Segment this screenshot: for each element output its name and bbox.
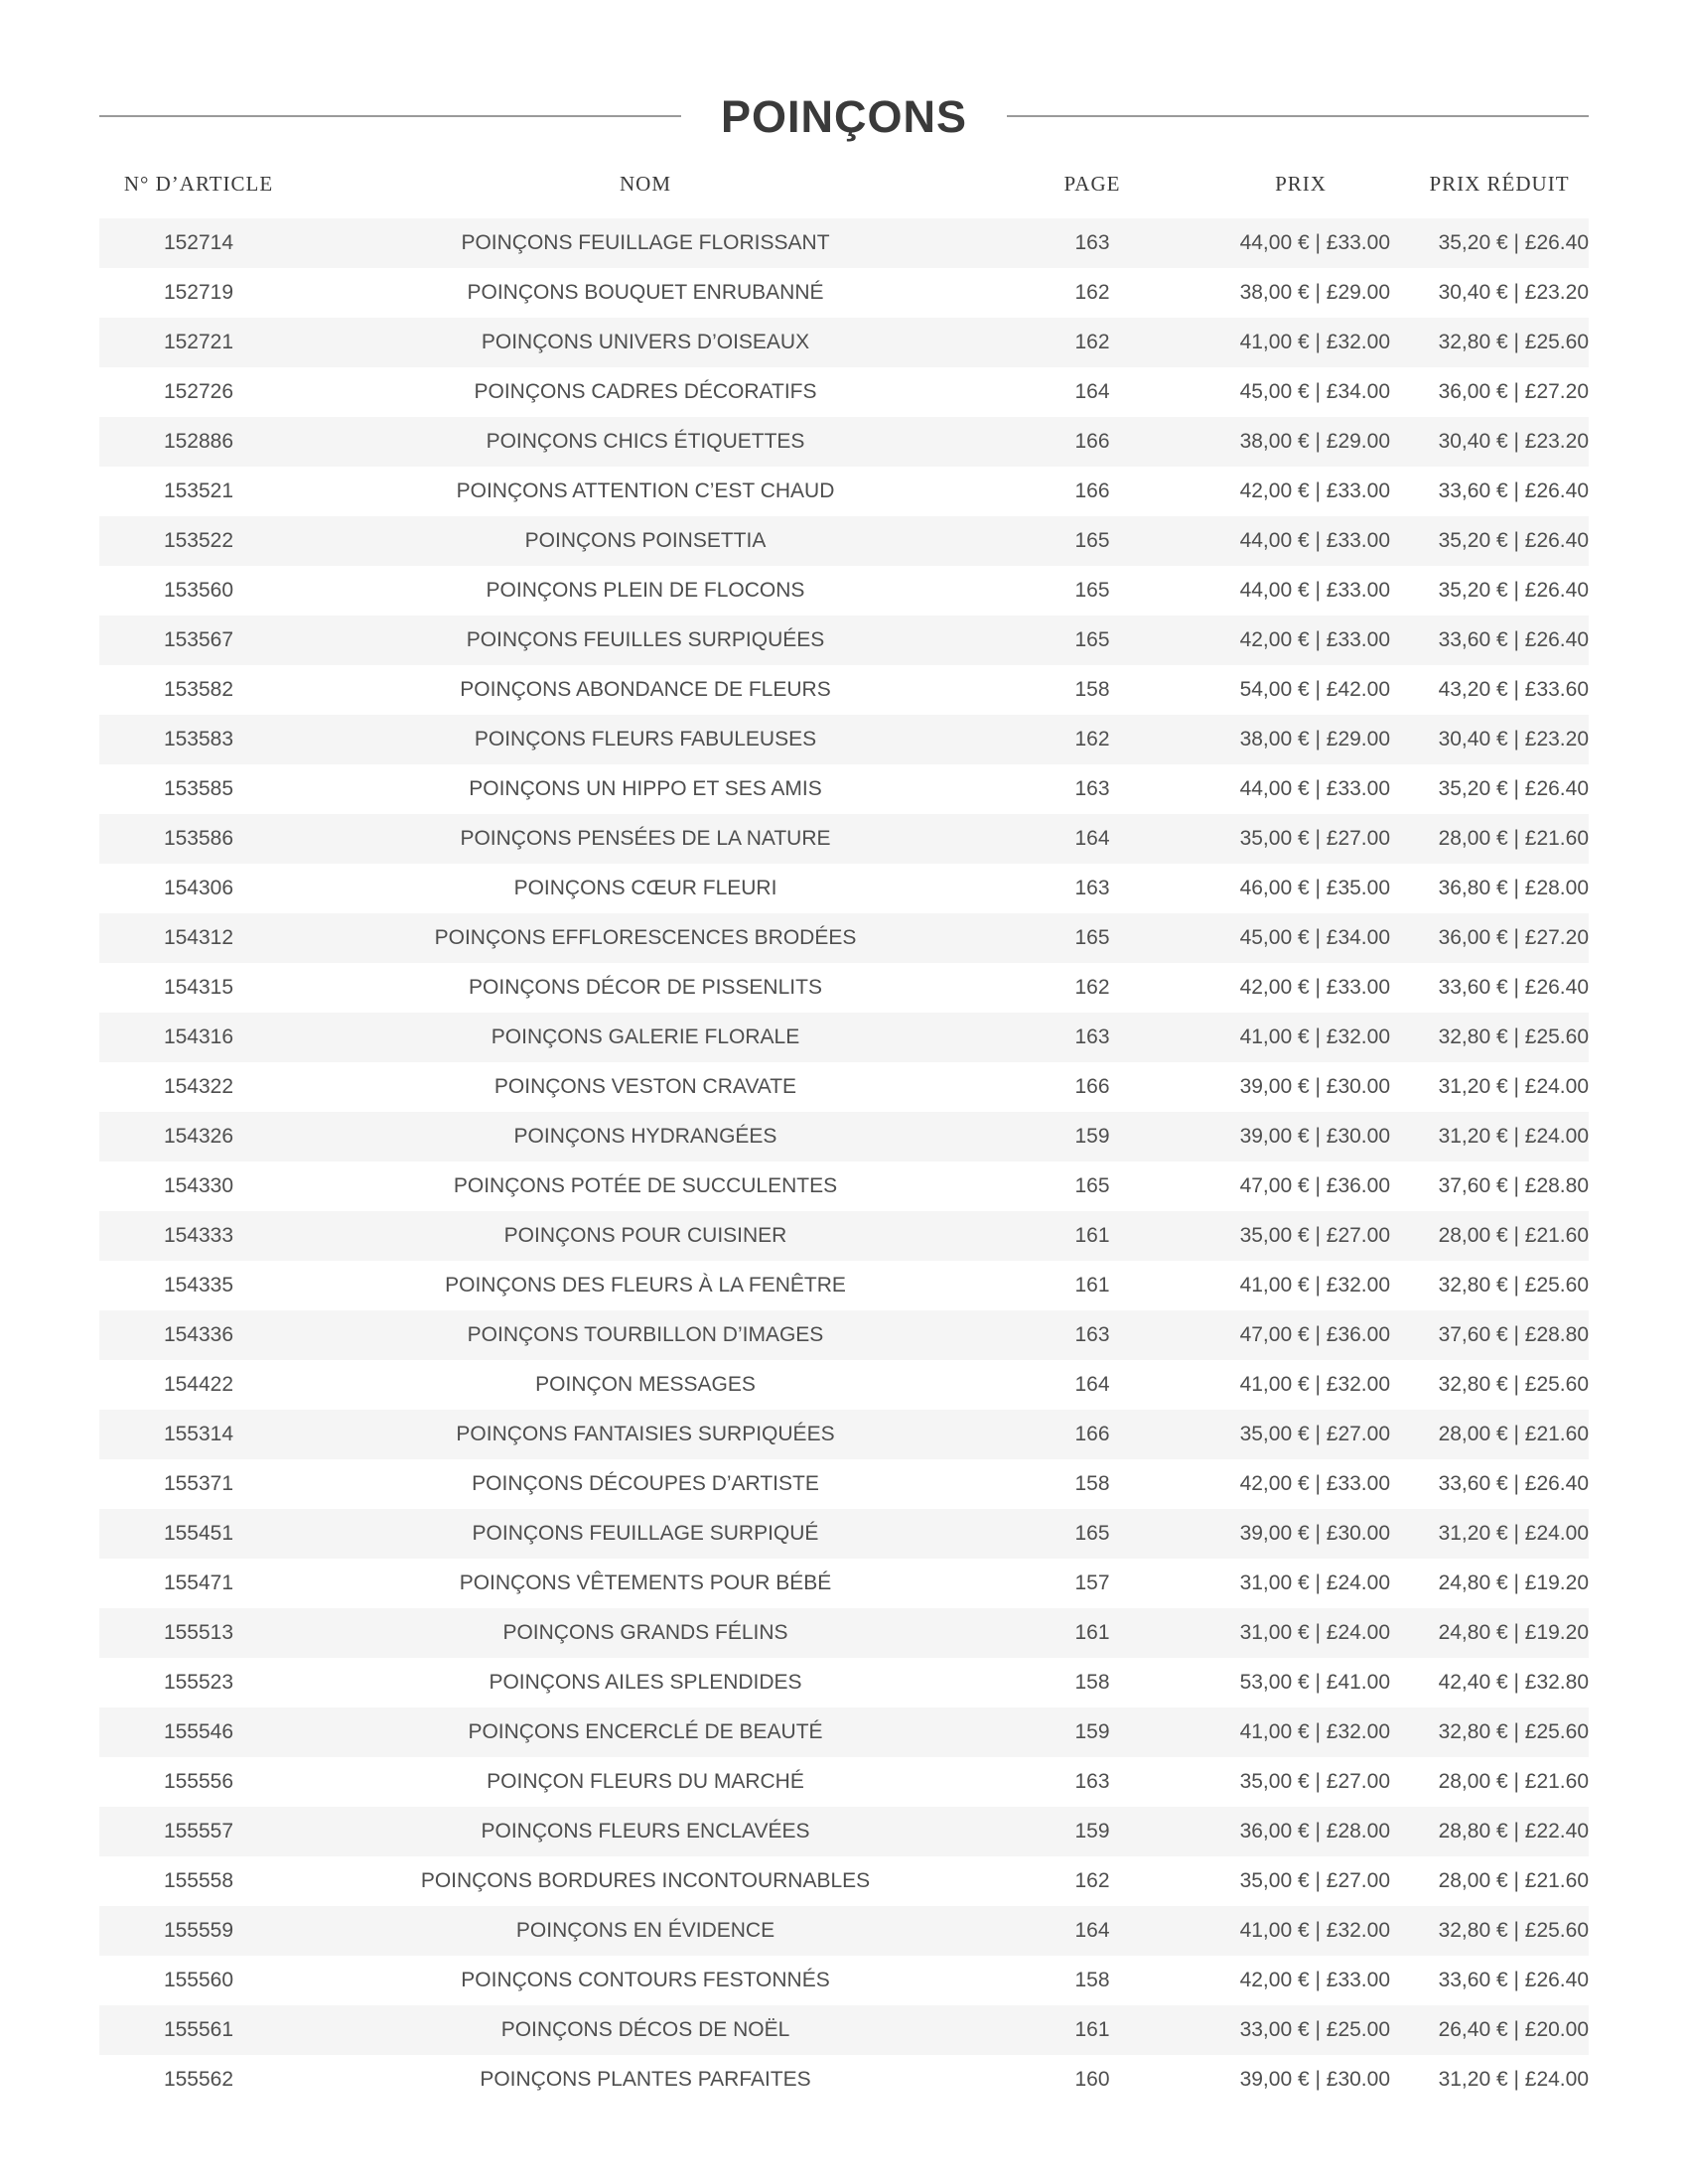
nom-cell: POINÇONS GALERIE FLORALE [491,1025,800,1048]
prix-cell: 38,00 € | £29.00 [1239,728,1390,751]
prix-reduit-cell: 30,40 € | £23.20 [1438,430,1589,453]
page-cell: 165 [1074,529,1110,552]
nom-cell: POINÇONS EN ÉVIDENCE [515,1919,775,1942]
prix-cell: 44,00 € | £33.00 [1239,579,1390,602]
page-cell: 163 [1074,1025,1110,1048]
page-cell: 162 [1074,976,1110,999]
nom-cell: POINÇONS BORDURES INCONTOURNABLES [420,1869,871,1892]
page-cell: 165 [1074,628,1110,651]
prix-reduit-cell: 43,20 € | £33.60 [1438,678,1589,701]
prix-cell: 42,00 € | £33.00 [1239,479,1390,502]
prix-cell: 33,00 € | £25.00 [1239,2018,1390,2041]
prix-cell: 35,00 € | £27.00 [1239,1224,1390,1247]
page-cell: 164 [1074,1373,1110,1396]
table-row [99,1211,1589,1261]
prix-reduit-cell: 28,00 € | £21.60 [1438,827,1589,850]
page-cell: 163 [1074,1323,1110,1346]
prix-cell: 42,00 € | £33.00 [1239,976,1390,999]
article-cell: 155558 [163,1869,234,1892]
prix-reduit-cell: 35,20 € | £26.40 [1438,777,1589,800]
page-cell: 165 [1074,1522,1110,1545]
prix-cell: 45,00 € | £34.00 [1239,380,1390,403]
prix-cell: 36,00 € | £28.00 [1239,1820,1390,1843]
page-cell: 161 [1074,1274,1110,1297]
table-row [99,1956,1589,2005]
nom-cell: POINÇONS GRANDS FÉLINS [502,1621,788,1644]
prix-cell: 44,00 € | £33.00 [1239,529,1390,552]
prix-cell: 53,00 € | £41.00 [1239,1671,1390,1694]
nom-cell: POINÇONS POINSETTIA [524,529,767,552]
prix-cell: 41,00 € | £32.00 [1239,1274,1390,1297]
prix-cell: 38,00 € | £29.00 [1239,430,1390,453]
nom-cell: POINÇONS DÉCOR DE PISSENLITS [469,976,822,999]
prix-cell: 41,00 € | £32.00 [1239,1720,1390,1743]
prix-reduit-cell: 37,60 € | £28.80 [1438,1174,1589,1197]
table-row [99,1807,1589,1856]
prix-reduit-cell: 33,60 € | £26.40 [1438,1472,1589,1495]
nom-cell: POINÇONS PLANTES PARFAITES [480,2068,811,2091]
page-cell: 163 [1074,231,1110,254]
article-cell: 154322 [163,1075,234,1098]
prix-reduit-cell: 24,80 € | £19.20 [1438,1571,1589,1594]
table-row [99,516,1589,566]
article-cell: 153582 [163,678,234,701]
page-cell: 166 [1074,1075,1110,1098]
prix-reduit-cell: 24,80 € | £19.20 [1438,1621,1589,1644]
prix-cell: 45,00 € | £34.00 [1239,926,1390,949]
article-cell: 153585 [163,777,234,800]
table-row [99,1360,1589,1410]
nom-cell: POINÇONS DÉCOUPES D’ARTISTE [472,1472,819,1495]
page-cell: 161 [1074,2018,1110,2041]
nom-cell: POINÇONS CONTOURS FESTONNÉS [461,1969,830,1991]
article-cell: 153583 [163,728,234,751]
article-cell: 155523 [163,1671,234,1694]
nom-cell: POINÇONS VESTON CRAVATE [493,1075,797,1098]
prix-reduit-cell: 36,00 € | £27.20 [1438,380,1589,403]
prix-cell: 44,00 € | £33.00 [1239,231,1390,254]
prix-cell: 46,00 € | £35.00 [1239,877,1390,899]
header-page: PAGE [1063,171,1121,196]
table-row [99,1410,1589,1459]
table-row [99,764,1589,814]
page-cell: 158 [1074,678,1110,701]
prix-reduit-cell: 26,40 € | £20.00 [1438,2018,1589,2041]
table-row [99,615,1589,665]
page-cell: 158 [1074,1472,1110,1495]
table-row [99,2005,1589,2055]
article-cell: 154312 [163,926,234,949]
article-cell: 155314 [163,1423,234,1445]
page-cell: 159 [1074,1720,1110,1743]
prix-cell: 44,00 € | £33.00 [1239,777,1390,800]
page-cell: 164 [1074,827,1110,850]
page-cell: 165 [1074,1174,1110,1197]
page-cell: 157 [1074,1571,1110,1594]
article-cell: 153567 [163,628,234,651]
table-row [99,268,1589,318]
nom-cell: POINÇON MESSAGES [535,1373,756,1396]
prix-cell: 42,00 € | £33.00 [1239,1472,1390,1495]
article-cell: 155557 [163,1820,234,1843]
page-cell: 159 [1074,1125,1110,1148]
article-cell: 154335 [163,1274,234,1297]
prix-reduit-cell: 31,20 € | £24.00 [1438,1125,1589,1148]
nom-cell: POINÇON FLEURS DU MARCHÉ [487,1770,804,1793]
prix-reduit-cell: 33,60 € | £26.40 [1438,628,1589,651]
page-cell: 162 [1074,1869,1110,1892]
table-row [99,1658,1589,1707]
article-cell: 153521 [163,479,234,502]
prix-cell: 31,00 € | £24.00 [1239,1571,1390,1594]
prix-reduit-cell: 31,20 € | £24.00 [1438,1522,1589,1545]
prix-cell: 42,00 € | £33.00 [1239,1969,1390,1991]
table-row [99,665,1589,715]
prix-reduit-cell: 31,20 € | £24.00 [1438,2068,1589,2091]
table-row [99,1906,1589,1956]
page-cell: 161 [1074,1224,1110,1247]
prix-reduit-cell: 28,00 € | £21.60 [1438,1770,1589,1793]
nom-cell: POINÇONS UN HIPPO ET SES AMIS [469,777,822,800]
prix-reduit-cell: 35,20 € | £26.40 [1438,529,1589,552]
title-rule-right [1007,115,1589,117]
nom-cell: POINÇONS VÊTEMENTS POUR BÉBÉ [459,1571,832,1594]
article-cell: 155560 [163,1969,234,1991]
nom-cell: POINÇONS POUR CUISINER [503,1224,787,1247]
nom-cell: POINÇONS FANTAISIES SURPIQUÉES [456,1423,835,1445]
page-cell: 161 [1074,1621,1110,1644]
article-cell: 154315 [163,976,234,999]
page-cell: 163 [1074,777,1110,800]
article-cell: 152714 [163,231,234,254]
prix-cell: 39,00 € | £30.00 [1239,1125,1390,1148]
prix-reduit-cell: 30,40 € | £23.20 [1438,281,1589,304]
page-cell: 163 [1074,877,1110,899]
prix-cell: 47,00 € | £36.00 [1239,1174,1390,1197]
nom-cell: POINÇONS FLEURS ENCLAVÉES [481,1820,810,1843]
prix-reduit-cell: 32,80 € | £25.60 [1438,1025,1589,1048]
article-cell: 155559 [163,1919,234,1942]
article-cell: 155371 [163,1472,234,1495]
table-row [99,1757,1589,1807]
article-cell: 153560 [163,579,234,602]
article-cell: 155556 [163,1770,234,1793]
prix-reduit-cell: 32,80 € | £25.60 [1438,1373,1589,1396]
nom-cell: POINÇONS FLEURS FABULEUSES [474,728,817,751]
title-rule-left [99,115,681,117]
table-row [99,1310,1589,1360]
article-cell: 154316 [163,1025,234,1048]
table-row [99,566,1589,615]
table-header [99,159,1589,208]
nom-cell: POINÇONS FEUILLES SURPIQUÉES [466,628,825,651]
article-cell: 153586 [163,827,234,850]
prix-cell: 39,00 € | £30.00 [1239,2068,1390,2091]
title-bar [99,91,1589,147]
nom-cell: POINÇONS FEUILLAGE SURPIQUÉ [472,1522,819,1545]
article-cell: 155561 [163,2018,234,2041]
prix-reduit-cell: 33,60 € | £26.40 [1438,1969,1589,1991]
page-cell: 164 [1074,1919,1110,1942]
prix-reduit-cell: 30,40 € | £23.20 [1438,728,1589,751]
table-row [99,1509,1589,1559]
article-cell: 152886 [163,430,234,453]
page-cell: 165 [1074,579,1110,602]
prix-reduit-cell: 36,00 € | £27.20 [1438,926,1589,949]
nom-cell: POINÇONS FEUILLAGE FLORISSANT [461,231,830,254]
prix-reduit-cell: 35,20 € | £26.40 [1438,579,1589,602]
nom-cell: POINÇONS EFFLORESCENCES BRODÉES [434,926,857,949]
nom-cell: POINÇONS BOUQUET ENRUBANNÉ [467,281,824,304]
article-cell: 154326 [163,1125,234,1148]
page-cell: 158 [1074,1671,1110,1694]
header-article: N° D’ARTICLE [123,171,274,196]
prix-reduit-cell: 36,80 € | £28.00 [1438,877,1589,899]
article-cell: 155562 [163,2068,234,2091]
table-row [99,1856,1589,1906]
prix-cell: 31,00 € | £24.00 [1239,1621,1390,1644]
page-cell: 162 [1074,331,1110,353]
page-cell: 158 [1074,1969,1110,1991]
header-prix: PRIX [1275,171,1327,196]
table-row [99,1707,1589,1757]
prix-cell: 41,00 € | £32.00 [1239,1373,1390,1396]
nom-cell: POINÇONS DES FLEURS À LA FENÊTRE [445,1274,846,1297]
article-cell: 155451 [163,1522,234,1545]
table-row [99,963,1589,1013]
prix-reduit-cell: 28,00 € | £21.60 [1438,1869,1589,1892]
table-row [99,1062,1589,1112]
prix-reduit-cell: 28,00 € | £21.60 [1438,1224,1589,1247]
table-body [99,218,1589,2105]
page-cell: 163 [1074,1770,1110,1793]
prix-reduit-cell: 28,00 € | £21.60 [1438,1423,1589,1445]
table-row [99,218,1589,268]
prix-reduit-cell: 33,60 € | £26.40 [1438,976,1589,999]
prix-reduit-cell: 28,80 € | £22.40 [1438,1820,1589,1843]
nom-cell: POINÇONS CŒUR FLEURI [513,877,777,899]
prix-reduit-cell: 32,80 € | £25.60 [1438,1274,1589,1297]
page-cell: 165 [1074,926,1110,949]
nom-cell: POINÇONS CHICS ÉTIQUETTES [486,430,805,453]
prix-cell: 35,00 € | £27.00 [1239,1770,1390,1793]
table-row [99,1161,1589,1211]
nom-cell: POINÇONS UNIVERS D’OISEAUX [481,331,810,353]
nom-cell: POINÇONS AILES SPLENDIDES [489,1671,802,1694]
article-cell: 155471 [163,1571,234,1594]
header-nom: NOM [619,171,671,196]
nom-cell: POINÇONS HYDRANGÉES [513,1125,777,1148]
table-row [99,1459,1589,1509]
prix-cell: 35,00 € | £27.00 [1239,1869,1390,1892]
prix-cell: 47,00 € | £36.00 [1239,1323,1390,1346]
prix-cell: 35,00 € | £27.00 [1239,827,1390,850]
article-cell: 153522 [163,529,234,552]
article-cell: 154422 [163,1373,234,1396]
table-row [99,1013,1589,1062]
table-row [99,417,1589,467]
nom-cell: POINÇONS CADRES DÉCORATIFS [474,380,817,403]
table-row [99,1261,1589,1310]
prix-reduit-cell: 31,20 € | £24.00 [1438,1075,1589,1098]
page-cell: 164 [1074,380,1110,403]
nom-cell: POINÇONS TOURBILLON D’IMAGES [467,1323,824,1346]
table-row [99,367,1589,417]
table-row [99,1559,1589,1608]
article-cell: 154306 [163,877,234,899]
prix-reduit-cell: 37,60 € | £28.80 [1438,1323,1589,1346]
header-prix-reduit: PRIX RÉDUIT [1429,171,1570,196]
article-cell: 155546 [163,1720,234,1743]
prix-cell: 41,00 € | £32.00 [1239,1025,1390,1048]
nom-cell: POINÇONS ABONDANCE DE FLEURS [460,678,831,701]
table-row [99,2055,1589,2105]
prix-cell: 39,00 € | £30.00 [1239,1075,1390,1098]
prix-reduit-cell: 33,60 € | £26.40 [1438,479,1589,502]
prix-cell: 42,00 € | £33.00 [1239,628,1390,651]
prix-cell: 39,00 € | £30.00 [1239,1522,1390,1545]
nom-cell: POINÇONS POTÉE DE SUCCULENTES [453,1174,838,1197]
page-cell: 166 [1074,1423,1110,1445]
page-cell: 162 [1074,728,1110,751]
prix-reduit-cell: 42,40 € | £32.80 [1438,1671,1589,1694]
prix-cell: 41,00 € | £32.00 [1239,331,1390,353]
page-cell: 159 [1074,1820,1110,1843]
nom-cell: POINÇONS PLEIN DE FLOCONS [486,579,805,602]
article-cell: 152721 [163,331,234,353]
article-cell: 154333 [163,1224,234,1247]
article-cell: 152719 [163,281,234,304]
article-cell: 154330 [163,1174,234,1197]
nom-cell: POINÇONS DÉCOS DE NOËL [500,2018,790,2041]
nom-cell: POINÇONS ENCERCLÉ DE BEAUTÉ [468,1720,823,1743]
article-cell: 155513 [163,1621,234,1644]
prix-cell: 41,00 € | £32.00 [1239,1919,1390,1942]
table-row [99,814,1589,864]
nom-cell: POINÇONS PENSÉES DE LA NATURE [460,827,831,850]
prix-cell: 35,00 € | £27.00 [1239,1423,1390,1445]
page-cell: 166 [1074,430,1110,453]
table-row [99,1608,1589,1658]
prix-cell: 38,00 € | £29.00 [1239,281,1390,304]
price-table [99,159,1589,2105]
prix-reduit-cell: 32,80 € | £25.60 [1438,331,1589,353]
table-row [99,715,1589,764]
article-cell: 154336 [163,1323,234,1346]
prix-reduit-cell: 32,80 € | £25.60 [1438,1720,1589,1743]
prix-reduit-cell: 32,80 € | £25.60 [1438,1919,1589,1942]
table-row [99,913,1589,963]
prix-cell: 54,00 € | £42.00 [1239,678,1390,701]
nom-cell: POINÇONS ATTENTION C’EST CHAUD [456,479,835,502]
page-cell: 166 [1074,479,1110,502]
prix-reduit-cell: 35,20 € | £26.40 [1438,231,1589,254]
table-row [99,1112,1589,1161]
page-cell: 160 [1074,2068,1110,2091]
table-row [99,318,1589,367]
page-title: POINÇONS [720,91,968,142]
article-cell: 152726 [163,380,234,403]
table-row [99,467,1589,516]
page-cell: 162 [1074,281,1110,304]
table-row [99,864,1589,913]
